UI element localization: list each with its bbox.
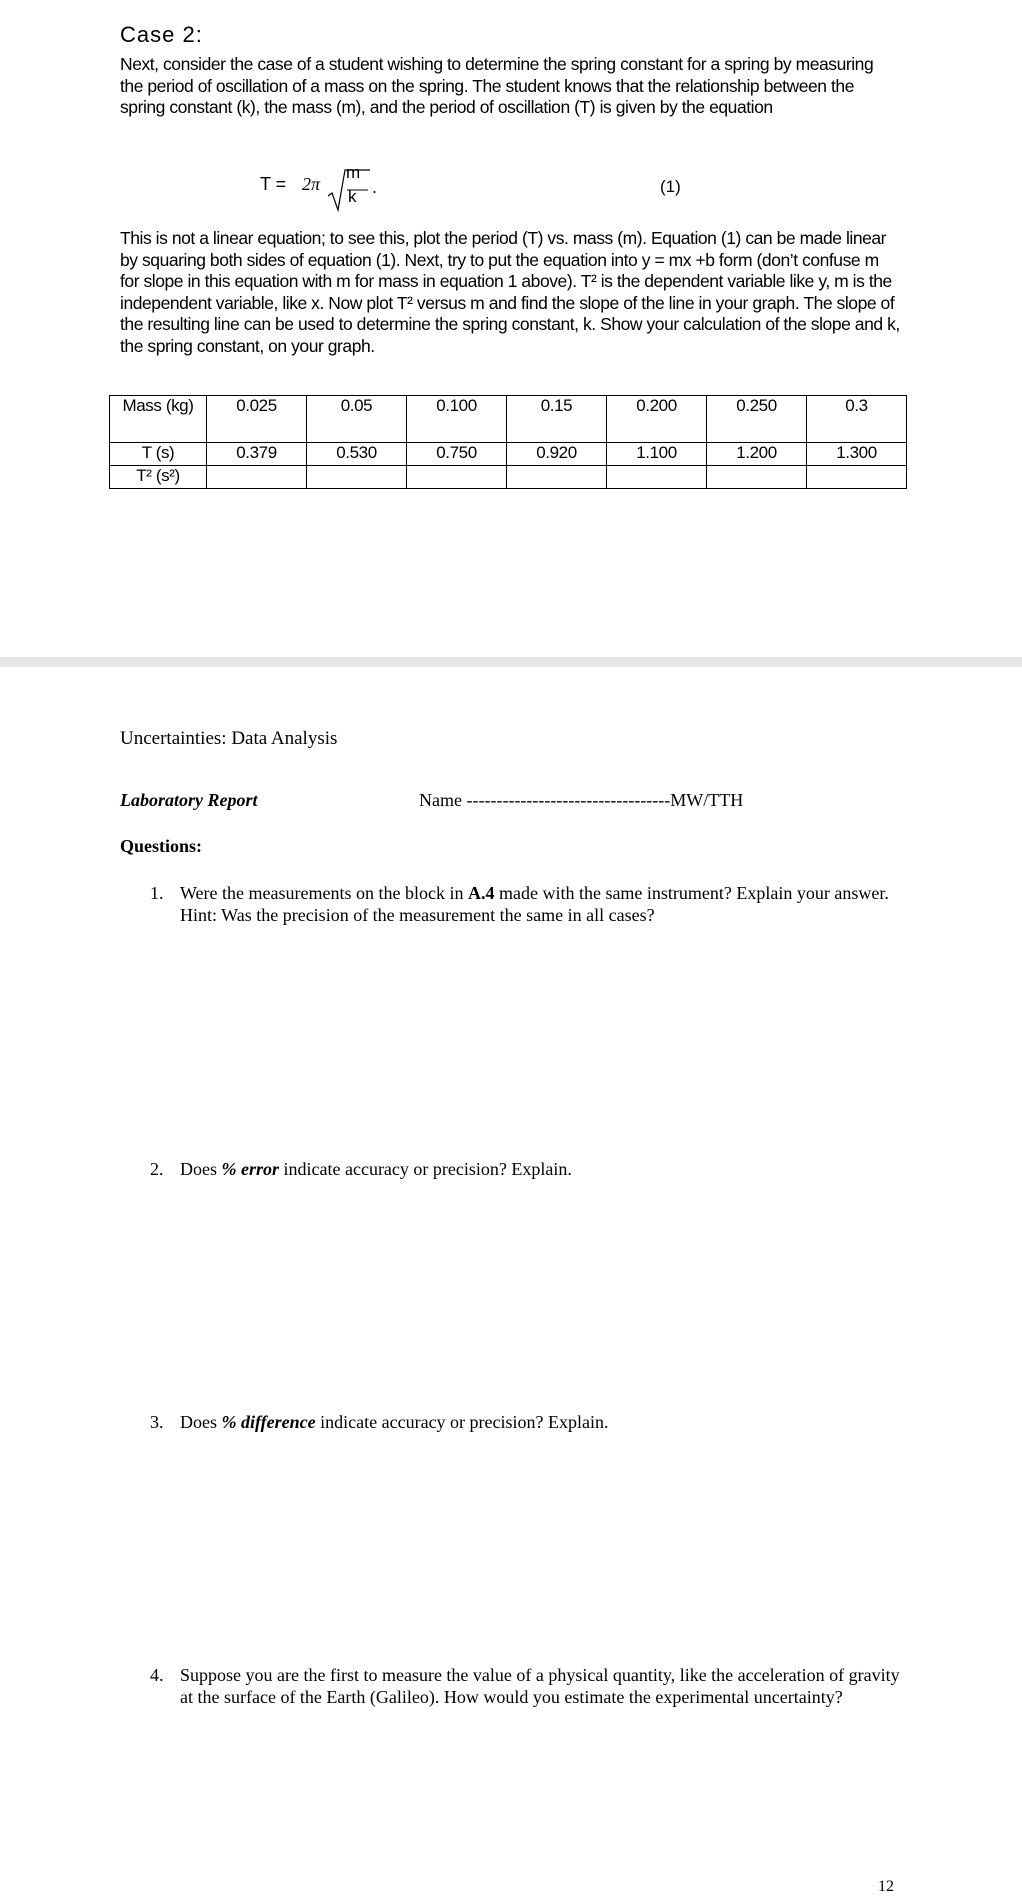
question-number: 4.: [150, 1665, 164, 1685]
question-1: [150, 882, 910, 932]
question-4: [150, 1664, 910, 1736]
period-cell: 0.750: [407, 443, 507, 466]
question-text-part: Does: [180, 1159, 222, 1179]
period-squared-cell[interactable]: [807, 466, 907, 489]
worksheet-page-2: [0, 667, 1022, 1895]
equation-number: (1): [660, 177, 681, 196]
equation-numerator: m: [346, 163, 361, 182]
equation-period: .: [372, 177, 378, 197]
mass-cell: 0.025: [207, 396, 307, 443]
question-number: 3.: [150, 1412, 164, 1432]
question-text: [180, 882, 910, 926]
period-cell: 1.100: [607, 443, 707, 466]
table-row-period: [110, 443, 907, 466]
name-line: [419, 790, 743, 811]
name-label: Name: [419, 790, 462, 810]
linearization-paragraph: This is not a linear equation; to see this, plot the period (T) vs. mass (m). Equation (1) can be made linear by squaring both sides of equation (1). Next, try to put the equation into y = mx +b form (don’t confuse m for slope in this equation with m for mass in equation 1 above). T² is the dependent variable like y, m is the independent variable, like x. Now plot T² versus m and find the slope of the line in your graph. The slope of the resulting line can be used to determine the spring constant, k. Show your calculation of the slope and k, the spring constant, on your graph.: [120, 228, 900, 356]
question-number: 1.: [150, 883, 164, 903]
period-cell: 1.300: [807, 443, 907, 466]
question-3: [150, 1411, 910, 1435]
equation-lhs: T =: [260, 174, 287, 194]
question-text: Suppose you are the first to measure the value of a physical quantity, like the acceleration of gravity at the surface of the Earth (Galileo). How would you estimate the experimental uncertainty?: [180, 1665, 900, 1707]
period-squared-cell[interactable]: [407, 466, 507, 489]
period-squared-cell[interactable]: [207, 466, 307, 489]
mass-cell: 0.3: [807, 396, 907, 443]
period-cell: 0.379: [207, 443, 307, 466]
question-text-part: indicate accuracy or precision? Explain.: [315, 1412, 609, 1432]
question-number: 2.: [150, 1159, 164, 1179]
question-emphasis: A.4: [467, 883, 495, 903]
equation-coefficient: 2π: [302, 174, 321, 194]
case-title: Case 2:: [120, 22, 203, 47]
section-label: MW/TTH: [670, 790, 744, 810]
question-text-part: Were the measurements on the block in: [180, 883, 468, 903]
row-header-period: T (s): [110, 443, 207, 466]
section-subtitle: Uncertainties: Data Analysis: [120, 728, 338, 749]
row-header-period-squared: T² (s²): [110, 466, 207, 489]
period-cell: 0.920: [507, 443, 607, 466]
question-text-part: Does: [180, 1412, 222, 1432]
table-row-period-squared: [110, 466, 907, 489]
period-squared-cell[interactable]: [707, 466, 807, 489]
question-emphasis: % error: [221, 1159, 279, 1179]
question-text-part: indicate accuracy or precision? Explain.: [279, 1159, 572, 1179]
name-blank[interactable]: ----------------------------------: [466, 790, 671, 810]
period-squared-cell[interactable]: [507, 466, 607, 489]
period-cell: 0.530: [307, 443, 407, 466]
lab-report-heading: Laboratory Report: [120, 790, 258, 810]
equation-denominator: k: [348, 187, 357, 206]
question-text: [180, 1158, 910, 1180]
table-row-mass: [110, 396, 907, 443]
intro-paragraph: Next, consider the case of a student wishing to determine the spring constant for a spring by measuring the period of oscillation of a mass on the spring. The student knows that the relationship between the spring constant (k), the mass (m), and the period of oscillation (T) is given by the equation: [120, 54, 874, 117]
mass-cell: 0.100: [407, 396, 507, 443]
row-header-mass: Mass (kg): [110, 396, 207, 443]
period-equation: [260, 163, 430, 214]
period-squared-cell[interactable]: [607, 466, 707, 489]
mass-cell: 0.15: [507, 396, 607, 443]
page-number: 12: [878, 1878, 894, 1895]
mass-cell: 0.250: [707, 396, 807, 443]
page-separator: [0, 657, 1022, 667]
questions-heading: Questions:: [120, 836, 203, 856]
question-text: [180, 1411, 910, 1433]
data-table: [109, 395, 907, 489]
worksheet-page-1: [0, 0, 1022, 657]
question-2: [150, 1158, 910, 1182]
question-emphasis: % difference: [221, 1412, 316, 1432]
period-cell: 1.200: [707, 443, 807, 466]
mass-cell: 0.200: [607, 396, 707, 443]
period-squared-cell[interactable]: [307, 466, 407, 489]
mass-cell: 0.05: [307, 396, 407, 443]
question-text-part: made with the same instrument? Explain your answer. Hint: Was the precision of the measurement the same in all cases?: [180, 883, 889, 925]
